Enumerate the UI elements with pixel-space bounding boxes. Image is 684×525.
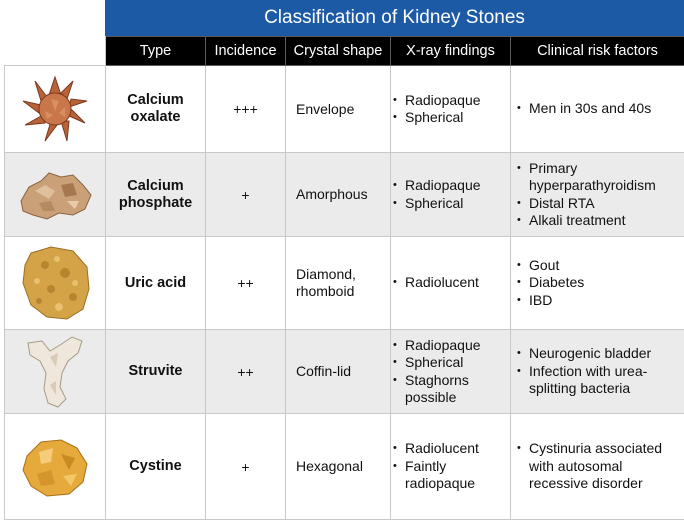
stone-image-cell bbox=[5, 330, 106, 414]
incidence-cell: ++ bbox=[206, 237, 286, 330]
risk-cell bbox=[511, 330, 684, 414]
xray-cell bbox=[391, 153, 511, 237]
stone-image-cell bbox=[5, 237, 106, 330]
type-cell: Struvite bbox=[106, 330, 206, 414]
incidence-cell: + bbox=[206, 414, 286, 520]
uric-acid-stone-image bbox=[17, 243, 93, 323]
stone-image-cell bbox=[5, 414, 106, 520]
header-row bbox=[5, 37, 684, 66]
stone-image-cell bbox=[5, 66, 106, 153]
type-cell: Cystine bbox=[106, 414, 206, 520]
list-item: • Alkali treatment bbox=[529, 212, 684, 230]
list-item: • Radiopaque bbox=[405, 337, 510, 355]
xray-cell bbox=[391, 330, 511, 414]
list-item: • Primary hyperparathyroidism bbox=[529, 160, 684, 195]
incidence-cell: + bbox=[206, 153, 286, 237]
list-item: • Neurogenic bladder bbox=[529, 345, 684, 363]
crystal-shape-cell: Coffin-lid bbox=[286, 330, 391, 414]
list-item: • Spherical bbox=[405, 109, 510, 127]
type-cell: Calcium phosphate bbox=[106, 153, 206, 237]
list-item: • Spherical bbox=[405, 195, 510, 213]
table-row bbox=[5, 414, 684, 520]
table-row bbox=[5, 66, 684, 153]
list-item: • Gout bbox=[529, 257, 684, 275]
xray-cell bbox=[391, 414, 511, 520]
risk-cell bbox=[511, 414, 684, 520]
list-item: • Diabetes bbox=[529, 274, 684, 292]
xray-cell bbox=[391, 237, 511, 330]
list-item: • Radiolucent bbox=[405, 440, 510, 458]
incidence-cell: ++ bbox=[206, 330, 286, 414]
table-title: Classification of Kidney Stones bbox=[105, 0, 684, 36]
header-crystal-shape: Crystal shape bbox=[286, 37, 391, 66]
table-row bbox=[5, 237, 684, 330]
xray-cell bbox=[391, 66, 511, 153]
list-item: • Cystinuria associated with autosomal recessive disorder bbox=[529, 440, 684, 493]
table-row bbox=[5, 330, 684, 414]
type-cell: Uric acid bbox=[106, 237, 206, 330]
list-item: • Radiolucent bbox=[405, 274, 510, 292]
calcium-phosphate-stone-image bbox=[15, 165, 95, 225]
cystine-stone-image bbox=[17, 434, 93, 500]
header-type: Type bbox=[106, 37, 206, 66]
crystal-shape-cell: Amorphous bbox=[286, 153, 391, 237]
crystal-shape-cell: Hexagonal bbox=[286, 414, 391, 520]
table-row bbox=[5, 153, 684, 237]
incidence-cell: +++ bbox=[206, 66, 286, 153]
kidney-stones-table bbox=[4, 36, 684, 520]
list-item: • Men in 30s and 40s bbox=[529, 100, 684, 118]
list-item: • Radiopaque bbox=[405, 92, 510, 110]
header-xray: X-ray findings bbox=[391, 37, 511, 66]
type-cell: Calcium oxalate bbox=[106, 66, 206, 153]
calcium-oxalate-stone-image bbox=[15, 71, 95, 147]
list-item: • Faintly radiopaque bbox=[405, 458, 510, 493]
crystal-shape-cell: Diamond, rhomboid bbox=[286, 237, 391, 330]
list-item: • Staghorns possible bbox=[405, 372, 510, 407]
stone-image-cell bbox=[5, 153, 106, 237]
list-item: • Infection with urea-splitting bacteria bbox=[529, 363, 684, 398]
header-risk: Clinical risk factors bbox=[511, 37, 684, 66]
list-item: • Spherical bbox=[405, 354, 510, 372]
header-blank bbox=[5, 37, 106, 66]
list-item: • IBD bbox=[529, 292, 684, 310]
risk-cell bbox=[511, 237, 684, 330]
crystal-shape-cell: Envelope bbox=[286, 66, 391, 153]
header-incidence: Incidence bbox=[206, 37, 286, 66]
struvite-stone-image bbox=[20, 333, 90, 411]
list-item: • Radiopaque bbox=[405, 177, 510, 195]
risk-cell bbox=[511, 153, 684, 237]
risk-cell bbox=[511, 66, 684, 153]
list-item: • Distal RTA bbox=[529, 195, 684, 213]
